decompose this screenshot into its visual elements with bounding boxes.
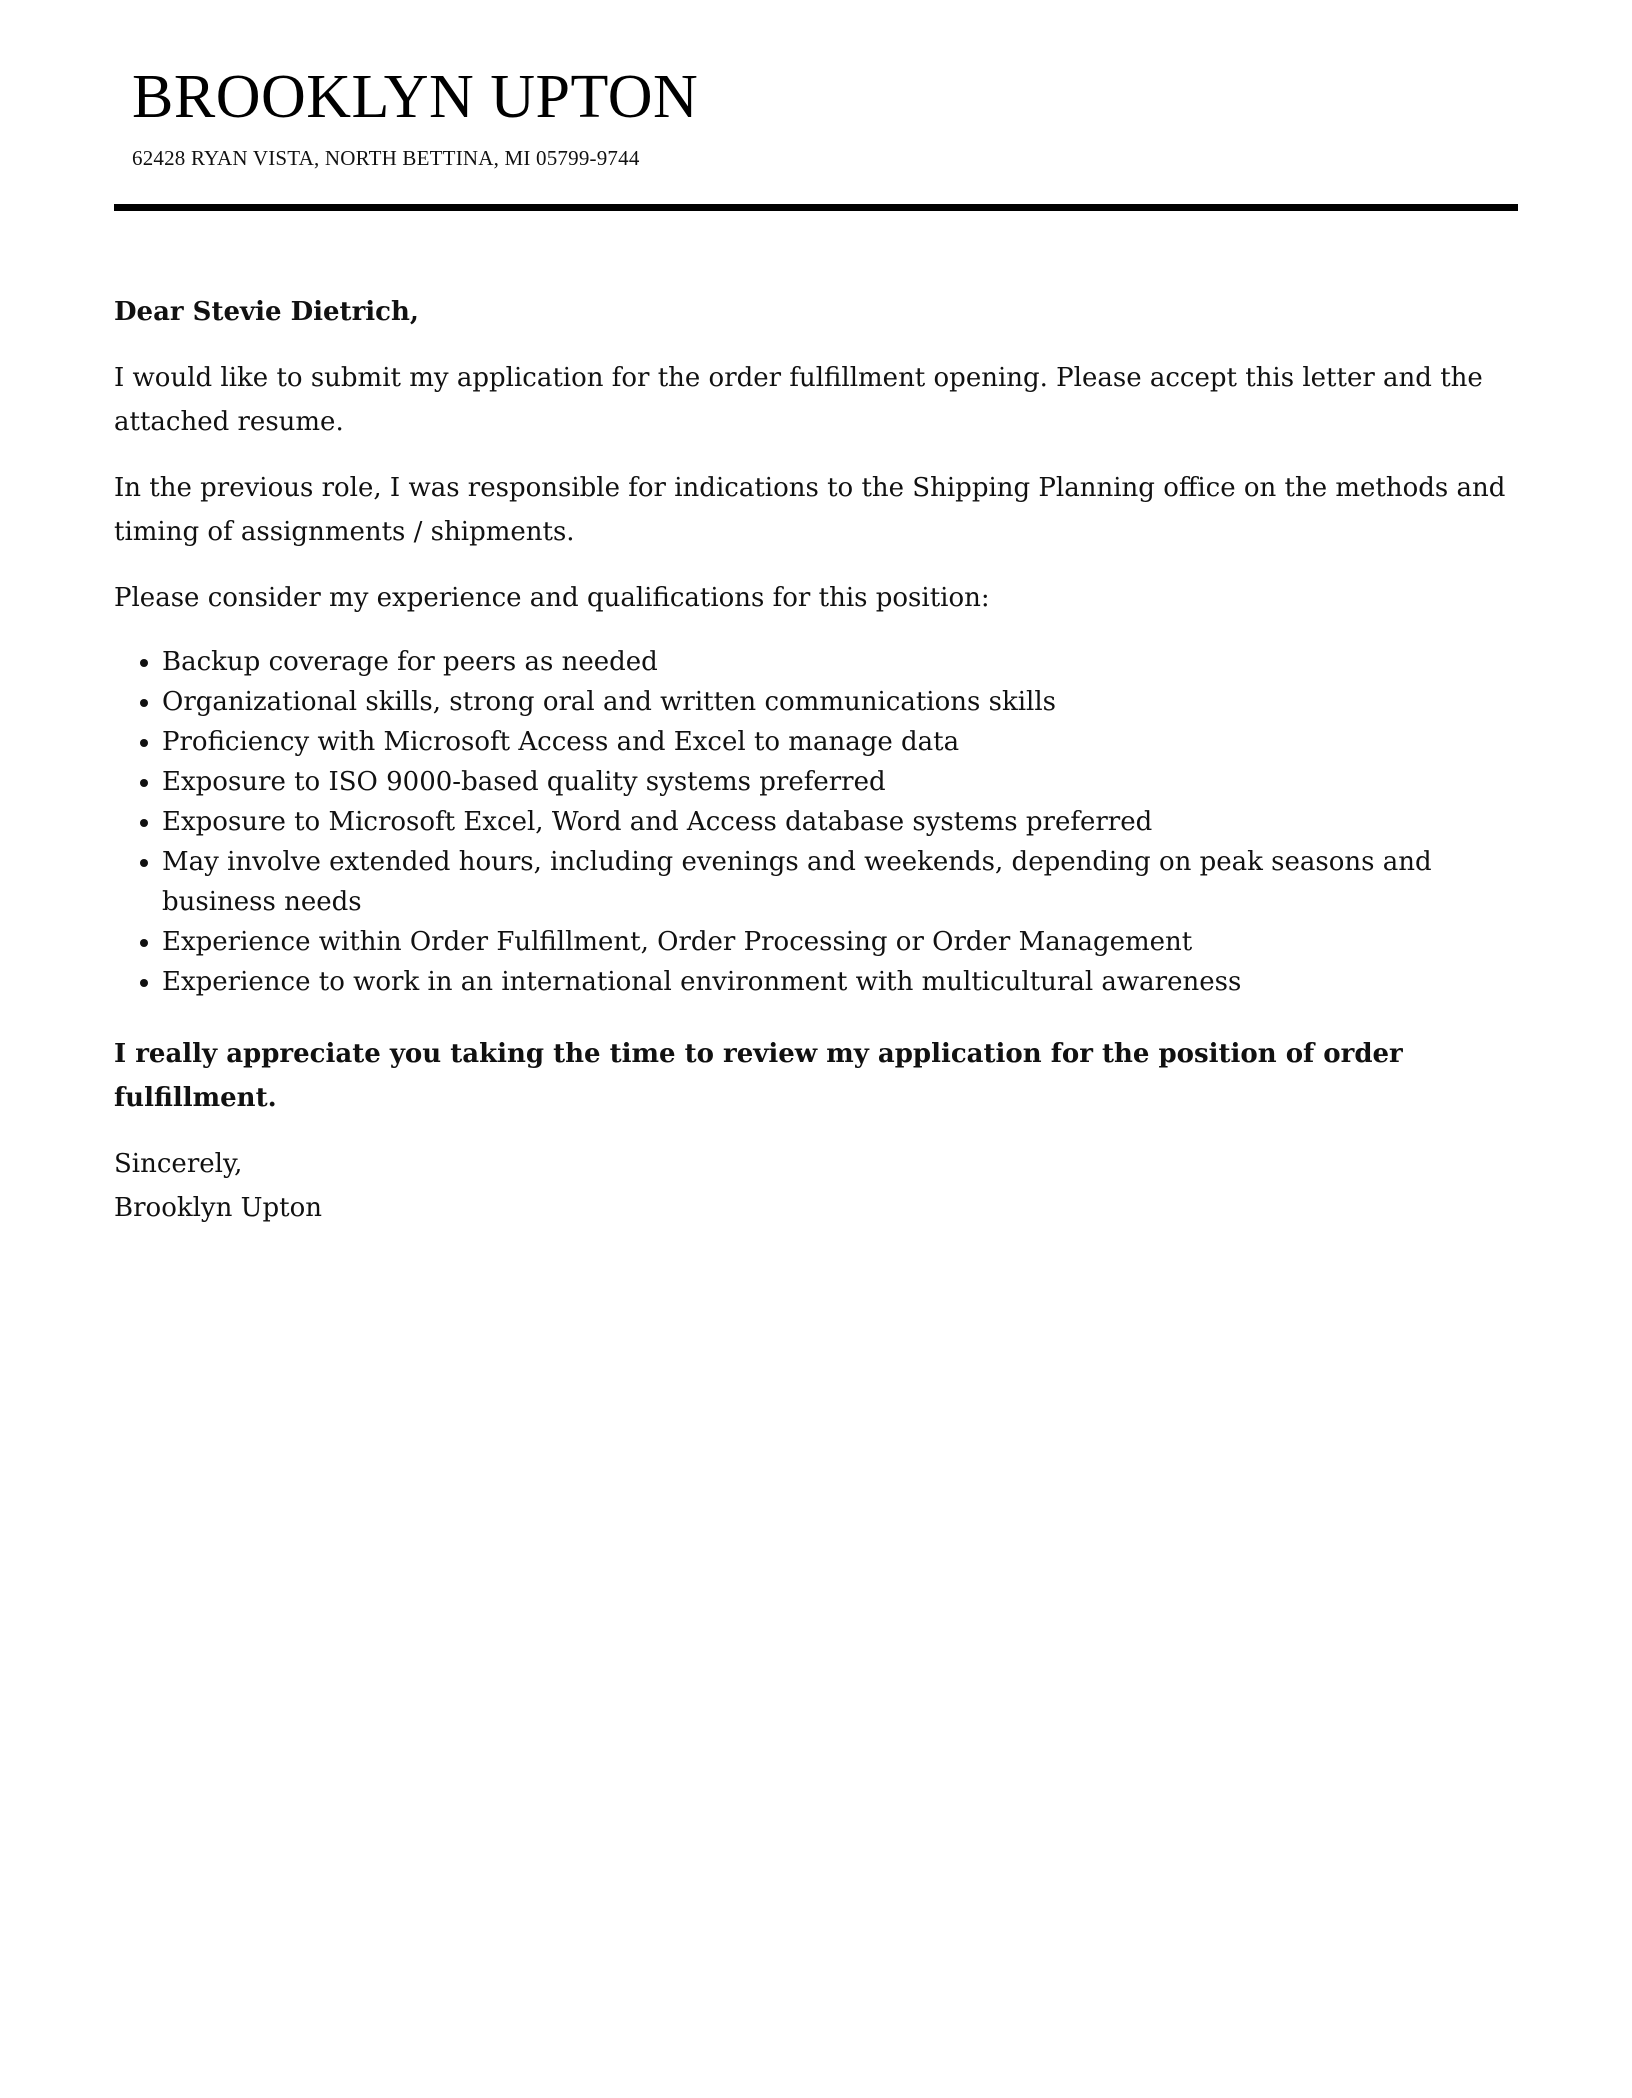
salutation: Dear Stevie Dietrich, xyxy=(114,297,419,327)
letter-body xyxy=(114,290,1518,1230)
signature: Brooklyn Upton xyxy=(114,1193,323,1223)
cover-letter-page xyxy=(114,0,1518,1223)
letter-header xyxy=(114,0,1518,169)
closing-statement: I really appreciate you taking the time to review my application for the position of order fulfillment. xyxy=(114,1039,1403,1113)
list-item: • Experience within Order Fulfillment, Order Processing or Order Management xyxy=(162,922,1518,962)
list-item: • Exposure to Microsoft Excel, Word and Access database systems preferred xyxy=(162,802,1518,842)
experience-paragraph: In the previous role, I was responsible for indications to the Shipping Planning office on the methods and timing of assignments / shipments. xyxy=(114,473,1506,547)
list-item: • Proficiency with Microsoft Access and Excel to manage data xyxy=(162,722,1518,762)
applicant-name: BROOKLYN UPTON xyxy=(132,63,699,131)
list-item: • Organizational skills, strong oral and written communications skills xyxy=(162,682,1518,722)
list-item: • Backup coverage for peers as needed xyxy=(162,642,1518,682)
list-item: • Exposure to ISO 9000-based quality systems preferred xyxy=(162,762,1518,802)
list-item: • May involve extended hours, including evenings and weekends, depending on peak seasons and business needs xyxy=(162,842,1518,922)
signoff: Sincerely, xyxy=(114,1149,243,1179)
applicant-address: 62428 RYAN VISTA, NORTH BETTINA, MI 05799-9744 xyxy=(132,146,640,170)
intro-paragraph: I would like to submit my application for the order fulfillment opening. Please accept this letter and the attached resume. xyxy=(114,363,1483,437)
qualifications-intro: Please consider my experience and qualifications for this position: xyxy=(114,583,990,613)
qualifications-list xyxy=(114,642,1518,1002)
header-divider xyxy=(114,204,1518,211)
list-item: • Experience to work in an international environment with multicultural awareness xyxy=(162,962,1518,1002)
